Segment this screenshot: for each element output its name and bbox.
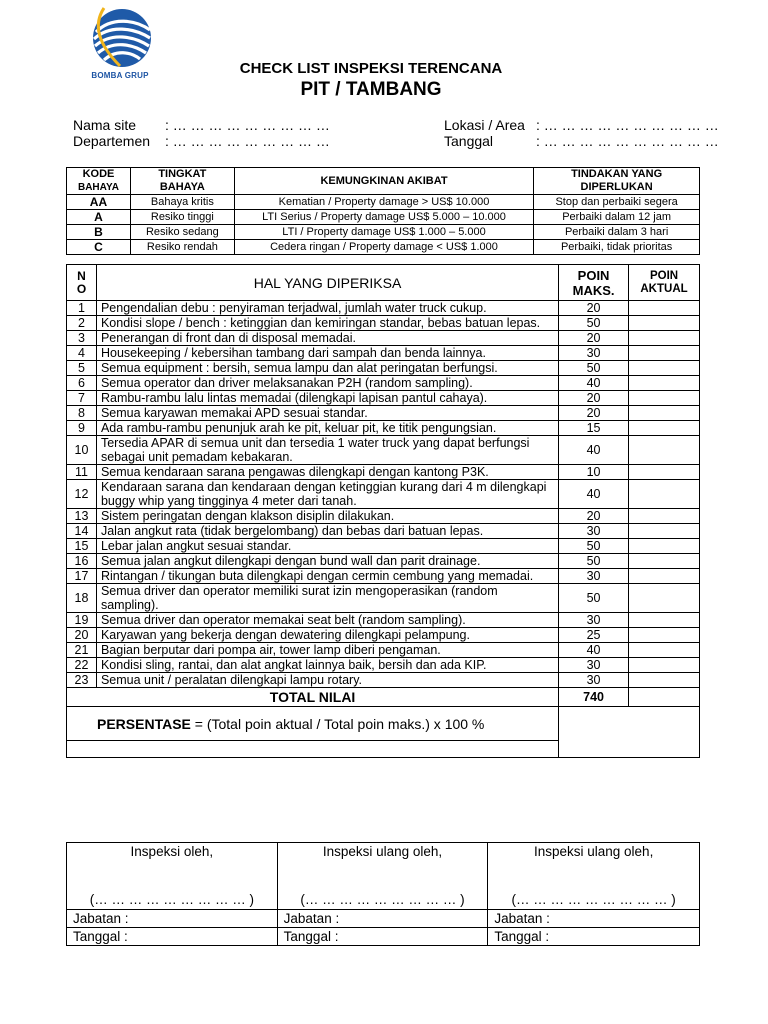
item-actual-points[interactable] [629,316,700,331]
checklist-row [67,436,700,465]
checklist-row [67,480,700,509]
item-description: Semua kendaraan sarana pengawas dilengkapi dengan kantong P3K. [96,465,558,480]
checklist-row [67,569,700,584]
item-number: 7 [67,391,97,406]
checklist-row [67,613,700,628]
legend-header-tingkat: TINGKAT BAHAYA [130,168,234,195]
item-actual-points[interactable] [629,391,700,406]
item-description: Bagian berputar dari pompa air, tower lamp diberi pengaman. [96,643,558,658]
legend-header-kode: KODE BAHAYA [67,168,131,195]
persentase-label: PERSENTASE [97,715,191,732]
item-number: 21 [67,643,97,658]
item-description: Semua equipment : bersih, semua lampu dan alat peringatan berfungsi. [96,361,558,376]
item-max-points: 10 [559,465,629,480]
checklist-row [67,301,700,316]
item-number: 18 [67,584,97,613]
tanggal-label: Tanggal [444,133,494,149]
item-number: 11 [67,465,97,480]
item-description: Kendaraan sarana dan kendaraan dengan ketinggian kurang dari 4 m dilengkapi buggy whip yang tingginya 4 meter dari tanah. [96,480,558,509]
item-number: 4 [67,346,97,361]
legend-akibat: LTI Serius / Property damage US$ 5.000 – 10.000 [234,210,533,225]
checklist-row [67,539,700,554]
legend-header-akibat: KEMUNGKINAN AKIBAT [234,168,533,195]
total-aktual-cell[interactable] [629,688,700,707]
signature-row [67,843,700,910]
item-max-points: 40 [559,436,629,465]
item-actual-points[interactable] [629,673,700,688]
item-max-points: 20 [559,406,629,421]
persentase-formula: = (Total poin aktual / Total poin maks.) x 100 % [194,715,485,732]
total-label: TOTAL NILAI [67,688,559,707]
item-max-points: 30 [559,658,629,673]
item-number: 20 [67,628,97,643]
signature-block-2[interactable] [277,843,488,910]
item-max-points: 20 [559,301,629,316]
legend-akibat: Kematian / Property damage > US$ 10.000 [234,195,533,210]
checklist-header-row [67,265,700,301]
item-description: Penerangan di front dan di disposal memadai. [96,331,558,346]
item-actual-points[interactable] [629,465,700,480]
item-description: Karyawan yang bekerja dengan dewatering dilengkapi pelampung. [96,628,558,643]
item-actual-points[interactable] [629,376,700,391]
departemen-label: Departemen [73,133,151,149]
signature-block-1[interactable] [67,843,278,910]
checklist-row [67,584,700,613]
legend-kode: AA [67,195,131,210]
checklist-row [67,391,700,406]
item-max-points: 15 [559,421,629,436]
item-description: Semua driver dan operator memiliki surat izin mengoperasikan (random sampling). [96,584,558,613]
item-number: 22 [67,658,97,673]
item-number: 8 [67,406,97,421]
header-hal: HAL YANG DIPERIKSA [96,265,558,301]
tanggal-sign-1[interactable]: Tanggal : [67,928,278,946]
checklist-row [67,316,700,331]
item-description: Semua jalan angkut dilengkapi dengan bund wall dan parit drainage. [96,554,558,569]
item-number: 9 [67,421,97,436]
item-description: Semua driver dan operator memakai seat belt (random sampling). [96,613,558,628]
item-actual-points[interactable] [629,331,700,346]
checklist-row [67,524,700,539]
nama-site-value[interactable]: : … … … … … … … … … [165,117,330,133]
departemen-value[interactable]: : … … … … … … … … … [165,133,330,149]
item-max-points: 30 [559,613,629,628]
item-max-points: 50 [559,584,629,613]
legend-tingkat: Bahaya kritis [130,195,234,210]
item-number: 19 [67,613,97,628]
item-description: Semua operator dan driver melaksanakan P2H (random sampling). [96,376,558,391]
checklist-row [67,361,700,376]
document-subtitle: PIT / TAMBANG [300,79,442,100]
item-actual-points[interactable] [629,539,700,554]
item-max-points: 30 [559,346,629,361]
checklist-row [67,346,700,361]
legend-row [67,240,700,255]
item-description: Kondisi slope / bench : ketinggian dan kemiringan standar, bebas batuan lepas. [96,316,558,331]
legend-kode: B [67,225,131,240]
total-row [67,688,700,707]
item-description: Pengendalian debu : penyiraman terjadwal, jumlah water truck cukup. [96,301,558,316]
legend-tindakan: Perbaiki dalam 3 hari [534,225,700,240]
item-max-points: 30 [559,673,629,688]
total-value: 740 [559,688,629,707]
jabatan-3[interactable]: Jabatan : [488,910,700,928]
signature-title-2: Inspeksi ulang oleh, [322,844,443,859]
tanggal-sign-3[interactable]: Tanggal : [488,928,700,946]
header-no: N O [67,265,97,301]
item-description: Kondisi sling, rantai, dan alat angkat lainnya baik, bersih dan ada KIP. [96,658,558,673]
persentase-cell [67,707,559,741]
legend-row [67,225,700,240]
item-actual-points[interactable] [629,658,700,673]
persentase-row [67,707,700,741]
item-max-points: 50 [559,316,629,331]
signature-block-3[interactable] [488,843,700,910]
item-actual-points[interactable] [629,524,700,539]
item-number: 13 [67,509,97,524]
checklist-row [67,465,700,480]
item-description: Semua karyawan memakai APD sesuai standar. [96,406,558,421]
item-number: 16 [67,554,97,569]
legend-tingkat: Resiko tinggi [130,210,234,225]
item-number: 12 [67,480,97,509]
signature-title-3: Inspeksi ulang oleh, [533,844,654,859]
item-description: Semua unit / peralatan dilengkapi lampu rotary. [96,673,558,688]
legend-tindakan: Perbaiki, tidak prioritas [534,240,700,255]
jabatan-row [67,910,700,928]
tanggal-value[interactable]: : … … … … … … … … … … [536,133,719,149]
signature-table [66,842,700,946]
signature-name-3: (… … … … … … … … … ) [511,892,676,907]
item-actual-points[interactable] [629,509,700,524]
item-number: 2 [67,316,97,331]
jabatan-1[interactable]: Jabatan : [67,910,278,928]
item-max-points: 30 [559,524,629,539]
header-poin-aktual: POIN AKTUAL [629,265,700,301]
item-max-points: 30 [559,569,629,584]
item-actual-points[interactable] [629,406,700,421]
item-actual-points[interactable] [629,584,700,613]
item-actual-points[interactable] [629,643,700,658]
jabatan-2[interactable]: Jabatan : [277,910,488,928]
item-number: 3 [67,331,97,346]
checklist-row [67,628,700,643]
item-description: Rambu-rambu lalu lintas memadai (dilengkapi lapisan pantul cahaya). [96,391,558,406]
legend-row [67,210,700,225]
lokasi-row [444,117,719,133]
hazard-legend-table [66,167,700,255]
item-description: Ada rambu-rambu penunjuk arah ke pit, keluar pit, ke titik pengungsian. [96,421,558,436]
signature-title-1: Inspeksi oleh, [130,844,214,859]
checklist-row [67,376,700,391]
item-number: 17 [67,569,97,584]
item-max-points: 25 [559,628,629,643]
checklist-row [67,554,700,569]
checklist-row [67,406,700,421]
item-number: 23 [67,673,97,688]
lokasi-value[interactable]: : … … … … … … … … … … [536,117,719,133]
item-actual-points[interactable] [629,346,700,361]
item-actual-points[interactable] [629,361,700,376]
item-number: 1 [67,301,97,316]
departemen-row [73,133,330,149]
item-description: Lebar jalan angkut sesuai standar. [96,539,558,554]
nama-site-row [73,117,330,133]
checklist-body [67,301,700,688]
legend-header-row [67,168,700,195]
item-number: 14 [67,524,97,539]
tanggal-sign-row [67,928,700,946]
checklist-row [67,331,700,346]
item-max-points: 40 [559,480,629,509]
legend-akibat: LTI / Property damage US$ 1.000 – 5.000 [234,225,533,240]
checklist-table [66,264,700,758]
item-max-points: 20 [559,391,629,406]
item-max-points: 50 [559,361,629,376]
tanggal-row [444,133,719,149]
item-description: Housekeeping / kebersihan tambang dari sampah dan benda lainnya. [96,346,558,361]
item-max-points: 20 [559,509,629,524]
document-title: CHECK LIST INSPEKSI TERENCANA [239,60,503,77]
tanggal-sign-2[interactable]: Tanggal : [277,928,488,946]
item-max-points: 50 [559,539,629,554]
legend-kode: C [67,240,131,255]
legend-header-tindakan: TINDAKAN YANG DIPERLUKAN [534,168,700,195]
legend-akibat: Cedera ringan / Property damage < US$ 1.000 [234,240,533,255]
item-number: 15 [67,539,97,554]
legend-tingkat: Resiko rendah [130,240,234,255]
legend-tindakan: Perbaiki dalam 12 jam [534,210,700,225]
item-max-points: 40 [559,376,629,391]
logo-text: BOMBA GRUP [91,71,149,80]
item-actual-points[interactable] [629,628,700,643]
item-max-points: 50 [559,554,629,569]
item-description: Tersedia APAR di semua unit dan tersedia 1 water truck yang dapat berfungsi sebagai unit pemadam kebakaran. [96,436,558,465]
legend-kode: A [67,210,131,225]
signature-name-2: (… … … … … … … … … ) [300,892,465,907]
legend-tingkat: Resiko sedang [130,225,234,240]
lokasi-label: Lokasi / Area [444,117,525,133]
checklist-row [67,421,700,436]
item-actual-points[interactable] [629,480,700,509]
checklist-row [67,658,700,673]
item-number: 5 [67,361,97,376]
item-max-points: 20 [559,331,629,346]
signature-name-1: (… … … … … … … … … ) [89,892,254,907]
item-max-points: 40 [559,643,629,658]
item-actual-points[interactable] [629,569,700,584]
item-number: 6 [67,376,97,391]
persentase-value-cell[interactable] [559,707,700,758]
item-description: Jalan angkut rata (tidak bergelombang) dan bebas dari batuan lepas. [96,524,558,539]
item-number: 10 [67,436,97,465]
item-description: Sistem peringatan dengan klakson disiplin dilakukan. [96,509,558,524]
legend-row [67,195,700,210]
header-poin-maks: POIN MAKS. [559,265,629,301]
item-actual-points[interactable] [629,613,700,628]
legend-tindakan: Stop dan perbaiki segera [534,195,700,210]
checklist-row [67,643,700,658]
item-actual-points[interactable] [629,301,700,316]
item-actual-points[interactable] [629,421,700,436]
item-actual-points[interactable] [629,436,700,465]
checklist-row [67,509,700,524]
item-actual-points[interactable] [629,554,700,569]
blank-cell [67,741,559,758]
checklist-row [67,673,700,688]
item-description: Rintangan / tikungan buta dilengkapi dengan cermin cembung yang memadai. [96,569,558,584]
nama-site-label: Nama site [73,117,137,133]
